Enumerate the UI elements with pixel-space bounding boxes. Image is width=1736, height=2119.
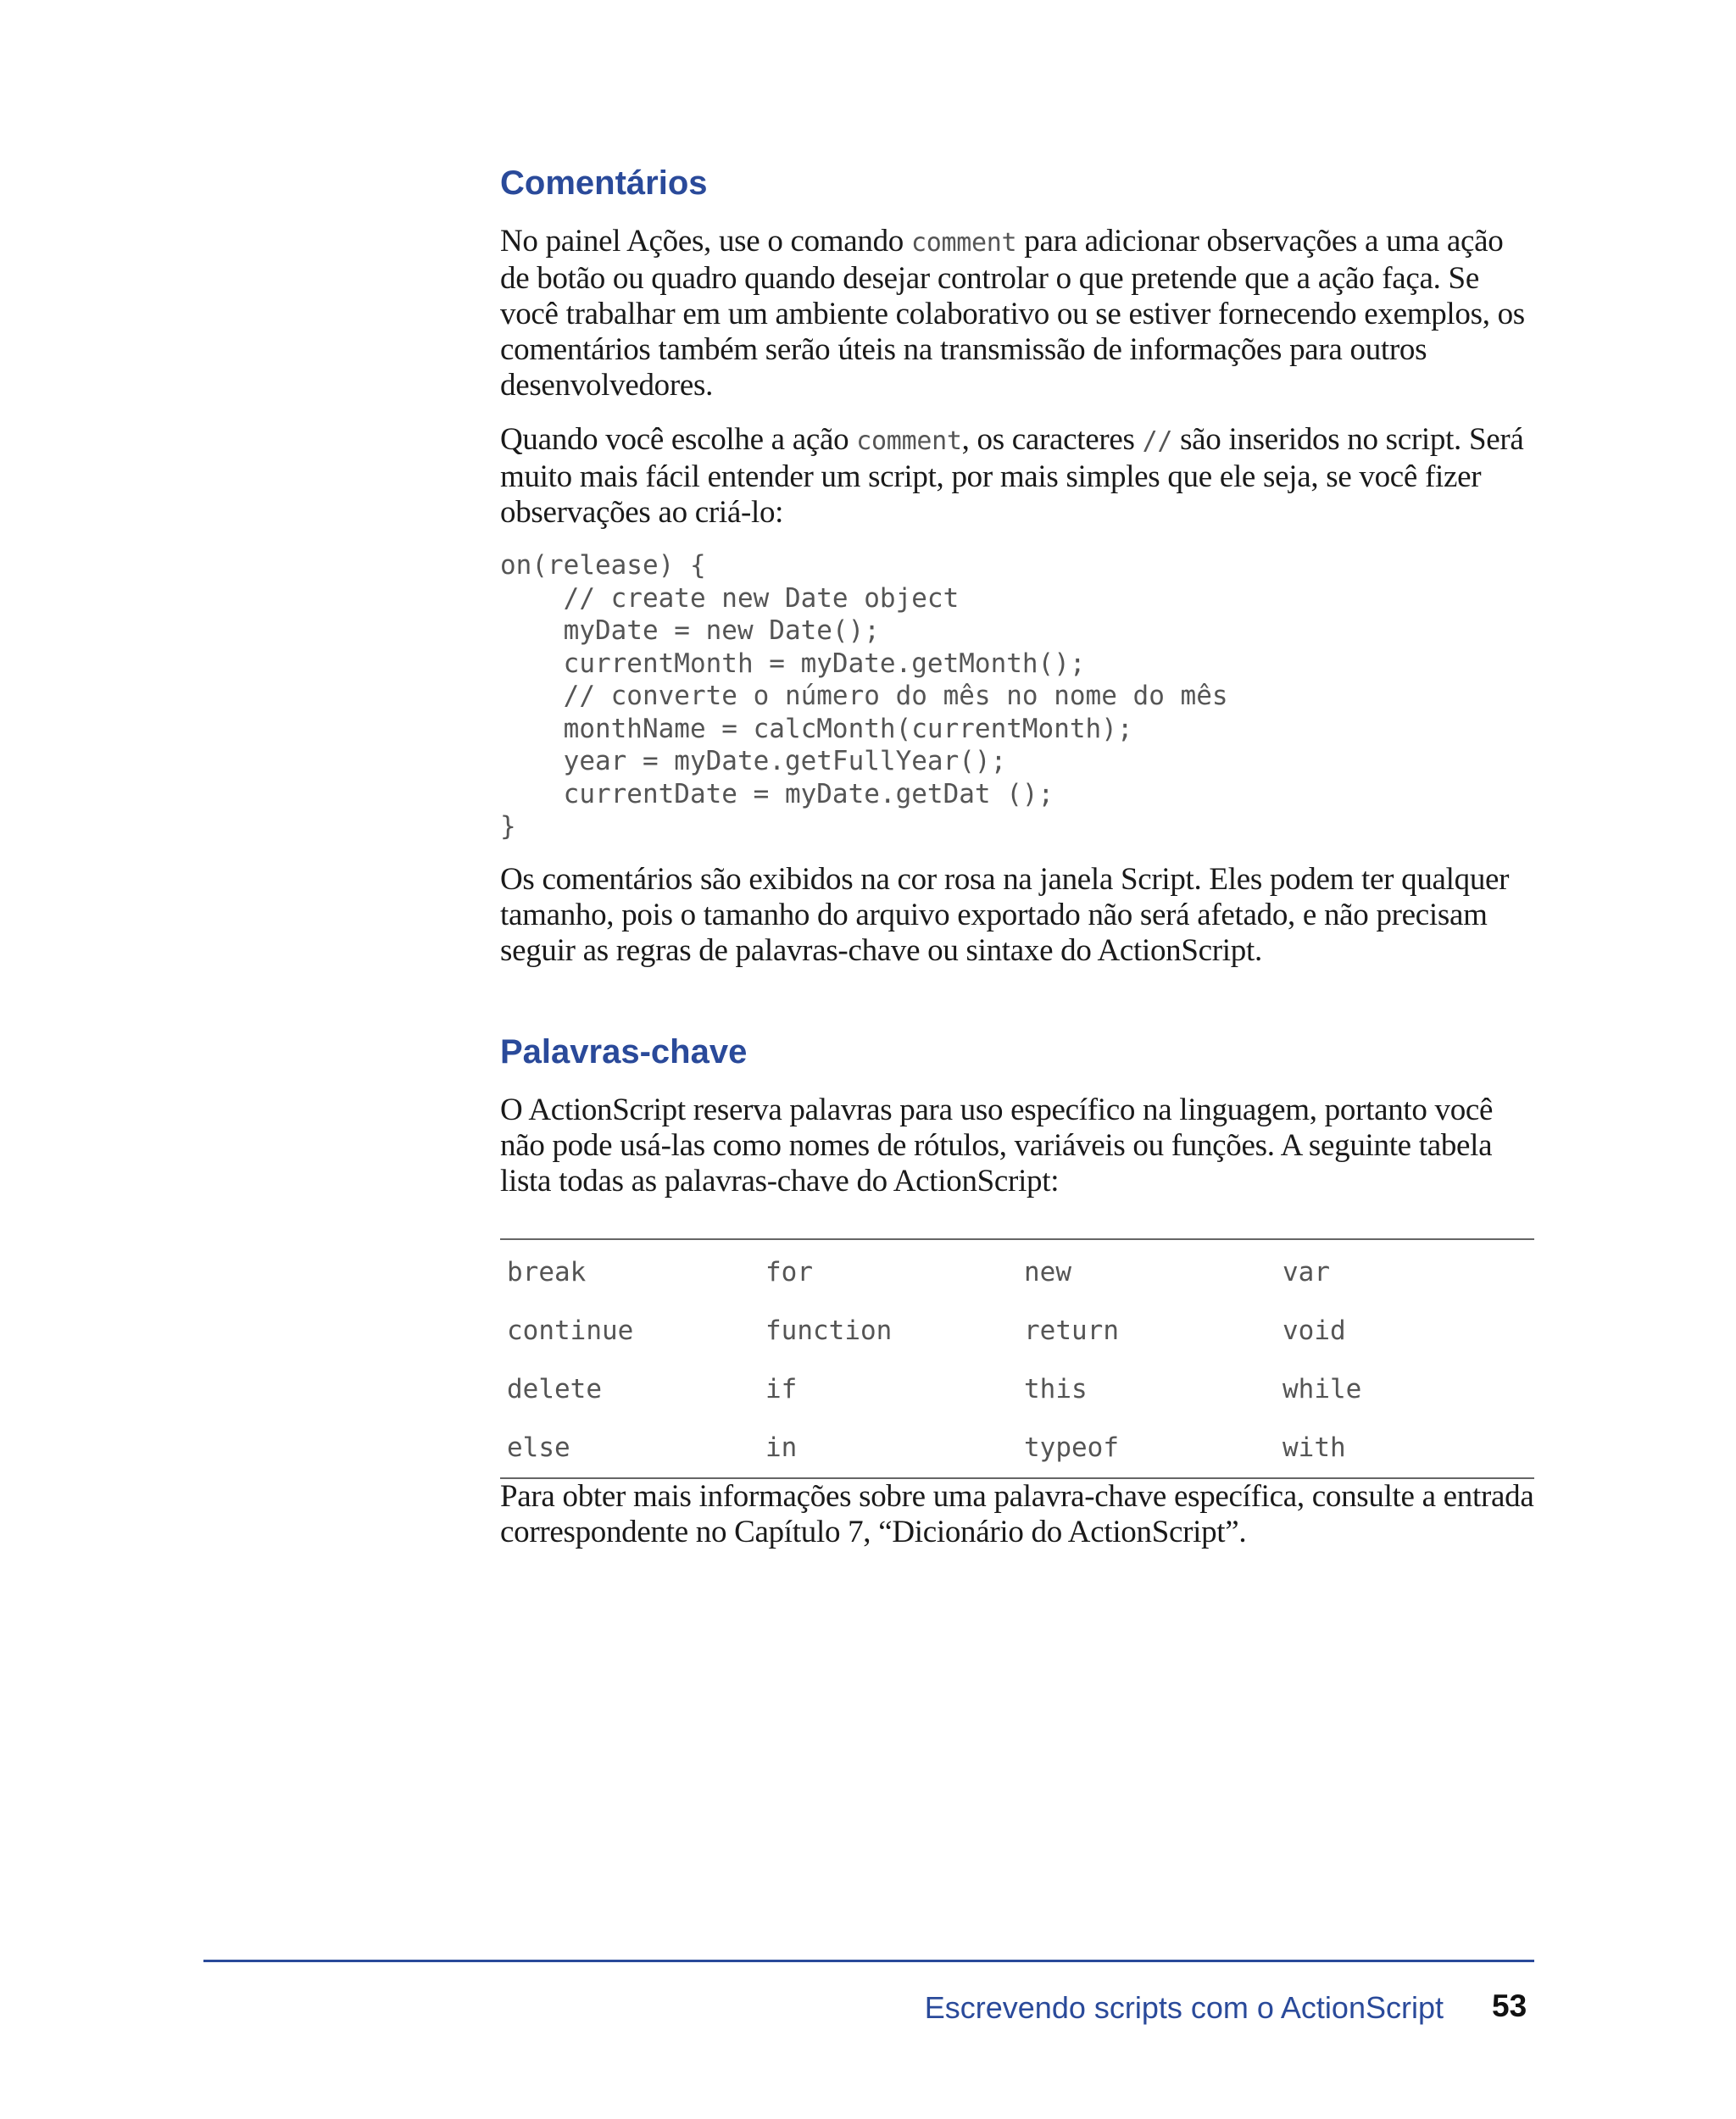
table-cell: new	[1024, 1257, 1071, 1288]
table-cell: else	[507, 1432, 570, 1463]
table-cell: while	[1283, 1374, 1362, 1404]
text: para adicionar observações a uma ação de botão ou quadro quando desejar controlar o que pretende que a ação faça. Se você trabalhar em um ambiente colaborativo ou se estiver fornecendo exemplos, os comentários também serão úteis na transmissão de informações para outros desenvolvedores.	[500, 224, 1525, 403]
table-row	[500, 1302, 1534, 1360]
footer-chapter-title: Escrevendo scripts com o ActionScript	[924, 1990, 1444, 2025]
text: Quando você escolhe a ação	[500, 422, 857, 457]
footer-divider	[203, 1960, 1534, 1962]
table-cell: function	[765, 1315, 893, 1346]
table-cell: continue	[507, 1315, 634, 1346]
table-row	[500, 1239, 1534, 1302]
text: são inseridos no script. Será muito mais fácil entender um script, por mais simples que ele seja, se você fizer observações ao criá-lo:	[500, 422, 1524, 530]
table-row	[500, 1419, 1534, 1478]
table-row	[500, 1360, 1534, 1419]
inline-code: comment	[856, 426, 962, 456]
table-cell: this	[1024, 1374, 1088, 1404]
paragraph-keywords-reference: Para obter mais informações sobre uma palavra-chave específica, consulte a entrada correspondente no Capítulo 7, “Dicionário do ActionScript”.	[500, 1478, 1534, 1549]
table-cell: if	[765, 1374, 798, 1404]
paragraph-comments-intro	[500, 224, 1534, 403]
page-content	[500, 161, 1534, 1569]
section-spacer	[500, 987, 1534, 1030]
section-heading-comments: Comentários	[500, 164, 708, 202]
table-cell: void	[1283, 1315, 1346, 1346]
section-heading-keywords: Palavras-chave	[500, 1032, 748, 1071]
table-cell: var	[1283, 1257, 1330, 1288]
table-cell: for	[765, 1257, 813, 1288]
table-cell: delete	[507, 1374, 602, 1404]
text: No painel Ações, use o comando	[500, 224, 911, 259]
paragraph-comments-color: Os comentários são exibidos na cor rosa na janela Script. Eles podem ter qualquer tamanho, pois o tamanho do arquivo exportado não será afetado, e não precisam seguir as regras de palavras-chave ou sintaxe do ActionScript.	[500, 861, 1510, 968]
inline-code: comment	[910, 228, 1017, 258]
inline-code: //	[1142, 426, 1173, 456]
keywords-table	[500, 1238, 1534, 1479]
paragraph-keywords-intro: O ActionScript reserva palavras para uso específico na linguagem, portanto você não pode usá-las como nomes de rótulos, variáveis ou funções. A seguinte tabela lista todas as palavras-chave do ActionScript:	[500, 1092, 1494, 1199]
table-cell: break	[507, 1257, 587, 1288]
paragraph-comments-chars	[500, 422, 1534, 531]
table-cell: return	[1024, 1315, 1119, 1346]
page-number: 53	[1492, 1988, 1527, 2023]
table-cell: with	[1283, 1432, 1346, 1463]
table-cell: typeof	[1024, 1432, 1119, 1463]
text: , os caracteres	[961, 422, 1143, 457]
table-cell: in	[765, 1432, 798, 1463]
code-example: on(release) { // create new Date object myDate = new Date(); currentMonth = myDate.getMonth(); // converte o número do mês no nome do mês monthName = calcMonth(currentMonth); year = myDate.getFullYear(); currentDate = myDate.getDat (); }	[500, 550, 1228, 842]
